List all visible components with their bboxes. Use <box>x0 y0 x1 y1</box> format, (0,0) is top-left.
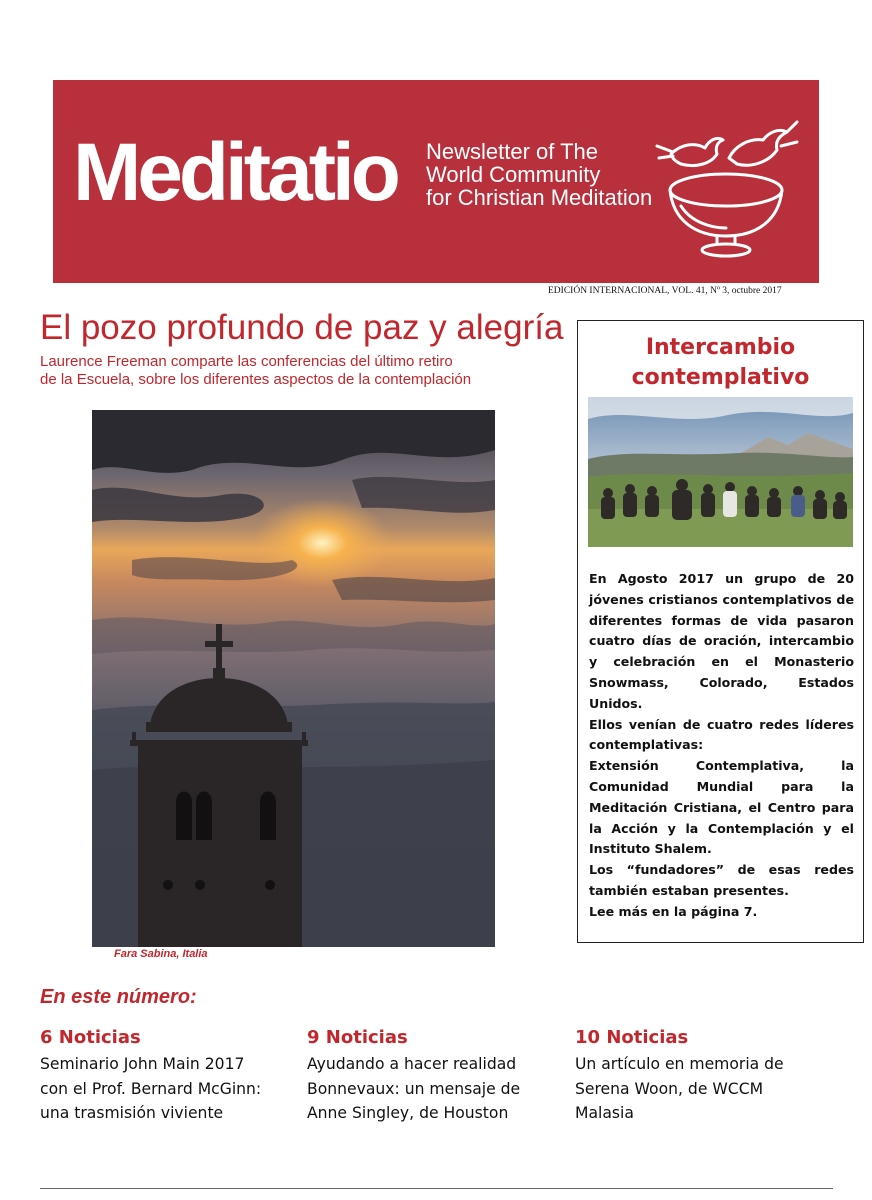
newsletter-title: Meditatio <box>73 127 397 218</box>
in-this-issue-label: En este número: <box>40 986 197 1008</box>
teaser-body <box>307 1052 567 1126</box>
deck-line: Laurence Freeman comparte las conferencias del último retiro <box>40 353 453 370</box>
sidebar-paragraph: Los “fundadores” de esas redes también estaban presentes. <box>589 862 854 898</box>
subtitle-line: Newsletter of The <box>426 139 599 164</box>
sunset-tower-photo <box>92 410 495 947</box>
issue-teaser[interactable] <box>307 1027 567 1126</box>
teaser-line: una trasmisión viviente <box>40 1104 224 1122</box>
article-headline: El pozo profundo de paz y alegría <box>40 308 564 347</box>
teaser-heading: 9 Noticias <box>307 1027 408 1048</box>
issue-teaser[interactable] <box>40 1027 300 1126</box>
teaser-line: Seminario John Main 2017 <box>40 1055 245 1073</box>
teaser-body <box>40 1052 300 1126</box>
issue-teaser[interactable] <box>575 1027 835 1126</box>
sidebar-paragraph: En Agosto 2017 un grupo de 20 jóvenes cristianos contemplativos de diferentes formas de vida pasaron cuatro días de oración, intercambio y celebración en el Monasterio Snowmass, Colorado, Estados Unidos. <box>589 571 854 711</box>
teaser-line: Bonnevaux: un mensaje de <box>307 1079 521 1098</box>
sidebar-title <box>578 333 863 393</box>
teaser-heading: 6 Noticias <box>40 1027 141 1048</box>
teaser-line: Anne Singley, de Houston <box>307 1104 509 1122</box>
teaser-line: Serena Woon, de WCCM <box>575 1079 764 1098</box>
edition-line: EDICIÓN INTERNACIONAL, VOL. 41, Nº 3, octubre 2017 <box>548 286 782 296</box>
doves-fountain-icon <box>651 102 801 262</box>
teaser-body <box>575 1052 835 1126</box>
sidebar-body <box>589 569 854 923</box>
footer-divider <box>40 1188 833 1189</box>
subtitle-line: for Christian Meditation <box>426 185 653 210</box>
article-deck <box>40 353 520 389</box>
sidebar-box <box>577 320 864 943</box>
photo-caption: Fara Sabina, Italia <box>114 948 208 960</box>
teaser-line: Ayudando a hacer realidad <box>307 1055 517 1073</box>
teaser-line: Un artículo en memoria de <box>575 1055 784 1073</box>
teaser-line: con el Prof. Bernard McGinn: <box>40 1079 262 1098</box>
subtitle-line: World Community <box>426 162 601 187</box>
sidebar-paragraph: Ellos venían de cuatro redes líderes contemplativas: <box>589 716 854 753</box>
deck-line: de la Escuela, sobre los diferentes aspectos de la contemplación <box>40 371 472 388</box>
sidebar-paragraph: Lee más en la página 7. <box>589 903 758 919</box>
sidebar-paragraph: Extensión Contemplativa, la Comunidad Mundial para la Meditación Cristiana, el Centro para la Acción y la Contemplación y el Instituto Shalem. <box>589 758 854 857</box>
sidebar-title-line: contemplativo <box>631 365 810 390</box>
masthead-banner <box>53 80 819 283</box>
sidebar-title-line: Intercambio <box>645 335 796 360</box>
teaser-line: Malasia <box>575 1104 634 1122</box>
teaser-heading: 10 Noticias <box>575 1027 689 1048</box>
group-meditation-photo <box>588 397 853 547</box>
